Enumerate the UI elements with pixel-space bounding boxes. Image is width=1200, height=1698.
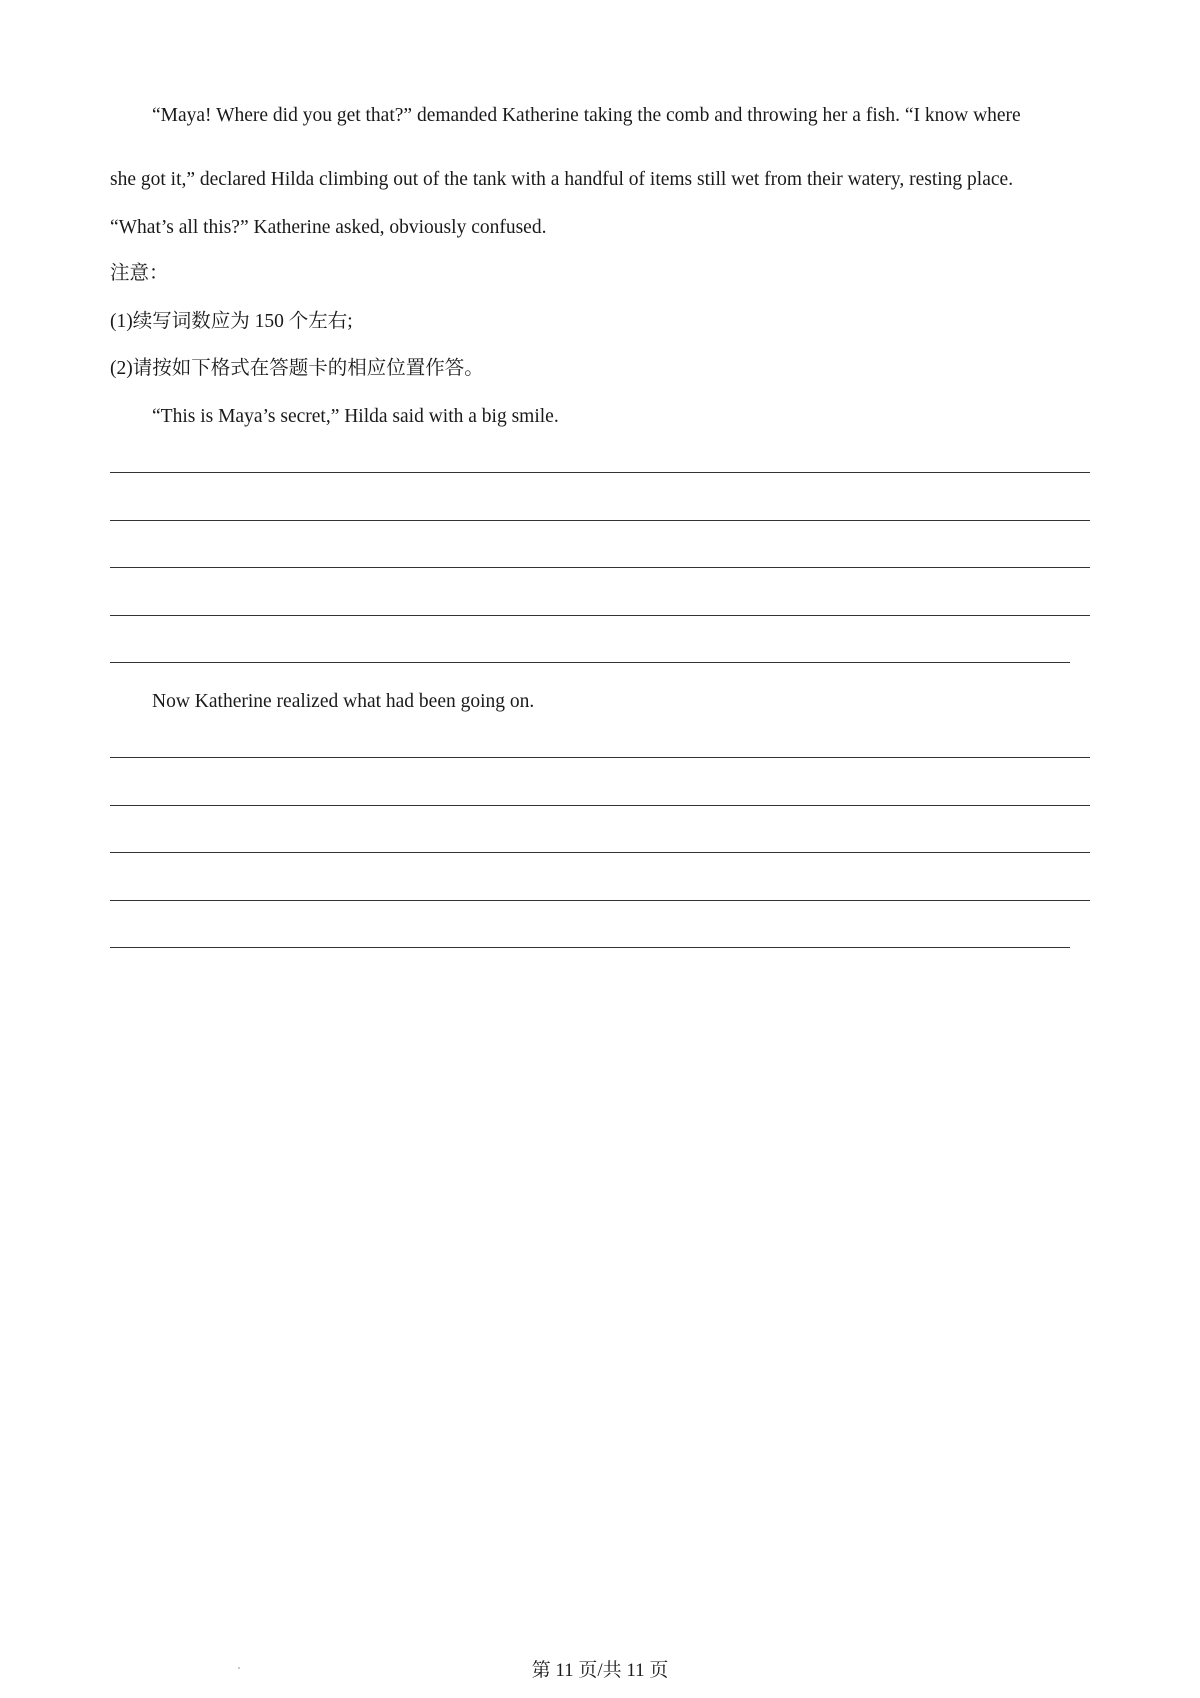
section-2-opening: Now Katherine realized what had been going on. (152, 691, 535, 712)
note-rule-1: (1)续写词数应为 150 个左右; (110, 311, 353, 332)
section-1-opening: “This is Maya’s secret,” Hilda said with a big smile. (152, 406, 559, 427)
notes-heading: 注意： (110, 263, 169, 284)
answer-line[interactable] (110, 757, 1090, 758)
answer-line[interactable] (110, 900, 1090, 901)
answer-line[interactable] (110, 567, 1090, 568)
answer-line[interactable] (110, 662, 1070, 663)
story-text-line-3: “What’s all this?” Katherine asked, obviously confused. (110, 217, 547, 238)
answer-line[interactable] (110, 852, 1090, 853)
answer-line[interactable] (110, 472, 1090, 473)
answer-line[interactable] (110, 520, 1090, 521)
page-number: 第 11 页/共 11 页 (531, 1660, 669, 1681)
answer-line[interactable] (110, 805, 1090, 806)
note-rule-2: (2)请按如下格式在答题卡的相应位置作答。 (110, 358, 484, 379)
answer-line[interactable] (110, 947, 1070, 948)
story-text-line-2: she got it,” declared Hilda climbing out of the tank with a handful of items still wet from their watery, resting place. (110, 169, 1014, 190)
story-text-line-1: “Maya! Where did you get that?” demanded Katherine taking the comb and throwing her a fish. “I know where (152, 105, 1021, 126)
answer-line[interactable] (110, 615, 1090, 616)
